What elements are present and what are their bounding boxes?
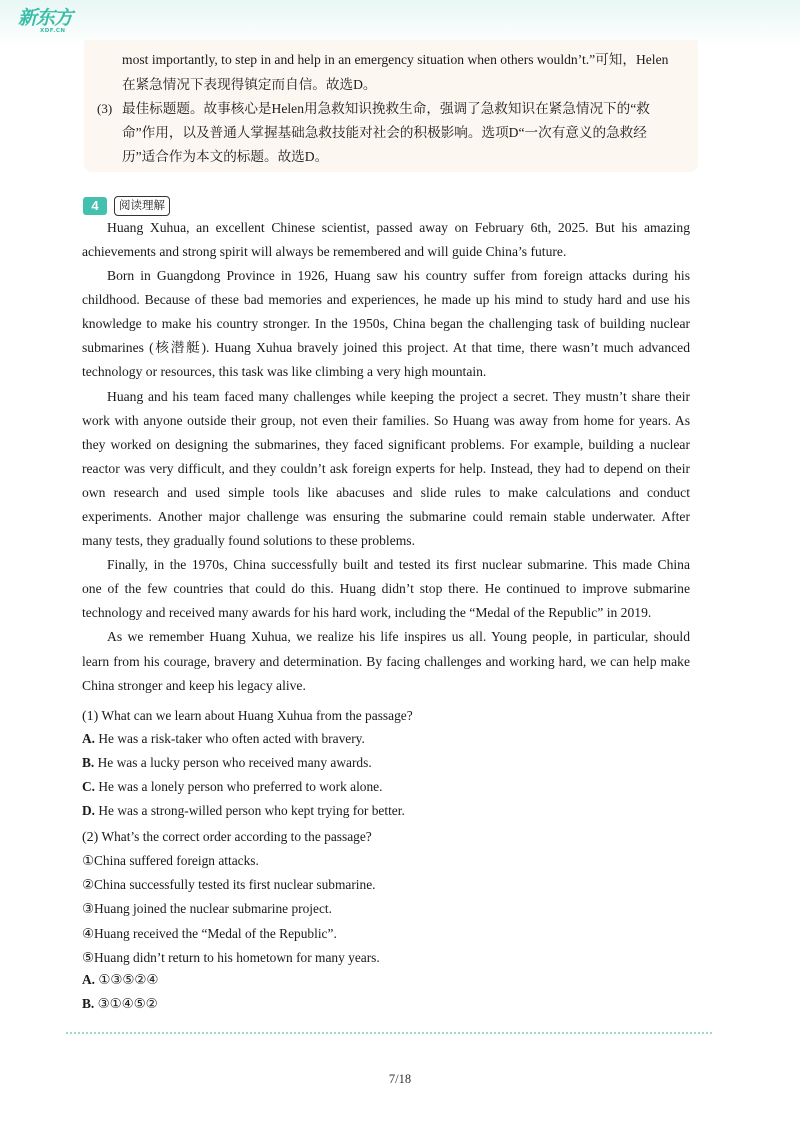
option-a[interactable] [82,729,365,749]
passage-line: one of the few countries that could do this. Huang didn’t stop there. He continued to improve submarine [82,581,690,596]
question-1 [82,706,413,727]
event-item: ③Huang joined the nuclear submarine project. [82,901,332,916]
passage-line: submarines (核潜艇). Huang Xuhua bravely joined this project. At that time, there wasn’t much advanced [82,340,690,355]
option-a[interactable] [82,970,158,990]
event-item: ⑤Huang didn’t return to his hometown for many years. [82,950,380,965]
option-letter: A. [82,731,96,746]
passage-line: technology and received many awards for his hard work, including the “Medal of the Republic” in 2019. [82,605,652,620]
passage-line: Huang Xuhua, an excellent Chinese scientist, passed away on February 6th, 2025. But his amazing [107,220,690,235]
option-letter: C. [82,779,96,794]
passage-line: they worked on designing the submarines, they faced significant problems. For example, building a nuclear [82,437,690,452]
option-text: He was a lonely person who preferred to work alone. [98,779,383,794]
logo-subtext: XDF.CN [40,28,66,34]
passage-line: many tests, they gradually found solutions to these problems. [82,533,416,548]
question-number: (1) [82,709,99,724]
passage-line: technology or resources, this task was like climbing a very high mountain. [82,364,487,379]
passage-line: own research and used simple tools like abacuses and slide rules to make calculations and conduct [82,485,690,500]
passage-line: China stronger and keep his legacy alive. [82,678,306,693]
page-number: 7/18 [388,1072,412,1086]
option-b[interactable] [82,994,158,1014]
question-text: What’s the correct order according to the passage? [101,829,372,844]
option-d[interactable] [82,801,405,821]
passage-line: learn from his courage, bravery and determination. By facing challenges and working hard, we can help make [82,654,690,669]
footer-divider [66,1032,712,1034]
answer-line: 命”作用，以及普通人掌握基础急救技能对社会的积极影响。选项D“一次有意义的急救经 [122,125,647,140]
passage-line: As we remember Huang Xuhua, we realize his life inspires us all. Young people, in particular, should [107,629,690,644]
option-c[interactable] [82,777,382,797]
answer-item-number: (3) [97,101,113,116]
question-number: (2) [82,830,99,845]
option-letter: B. [82,755,95,770]
passage-line: Finally, in the 1970s, China successfully built and tested its first nuclear submarine. This made China [107,557,690,572]
answer-line: 最佳标题题。故事核心是Helen用急救知识挽救生命，强调了急救知识在紧急情况下的“救 [122,101,650,116]
event-item: ②China successfully tested its first nuclear submarine. [82,877,376,892]
event-item: ④Huang received the “Medal of the Republic”. [82,926,337,941]
question-type-tag: 阅读理解 [114,196,170,216]
question-text: What can we learn about Huang Xuhua from the passage? [101,708,413,723]
passage-line: experiments. Another major challenge was ensuring the submarine could remain stable underwater. After [82,509,690,524]
question-2 [82,827,372,848]
passage-line: Born in Guangdong Province in 1926, Huang saw his country suffer from foreign attacks during his [107,268,690,283]
brand-logo [18,8,78,38]
passage-line: achievements and strong spirit will always be remembered and will guide China’s future. [82,244,567,259]
passage-line: work with anyone outside their group, not even their families. So Huang was away from home for years. As [82,413,690,428]
option-letter: A. [82,972,96,987]
logo-text: 新东方 [18,7,73,29]
option-text: He was a risk-taker who often acted with bravery. [98,731,365,746]
option-text: He was a strong-willed person who kept trying for better. [98,803,405,818]
passage-line: Huang and his team faced many challenges while keeping the project a secret. They mustn’t share their [107,389,690,404]
question-number-badge: 4 [83,197,107,215]
event-item: ①China suffered foreign attacks. [82,853,259,868]
passage-line: childhood. Because of these bad memories and experiences, he made up his mind to study hard and use his [82,292,690,307]
passage-line: knowledge to make his country stronger. In the 1950s, China began the challenging task of building nuclear [82,316,690,331]
option-text: ①③⑤②④ [98,972,159,987]
answer-line: 历”适合作为本文的标题。故选D。 [122,149,329,164]
passage-line: reactor was very difficult, and they couldn’t ask foreign experts for help. Instead, they had to depend on their [82,461,690,476]
option-letter: B. [82,996,95,1011]
answer-line: 在紧急情况下表现得镇定而自信。故选D。 [122,77,377,92]
option-text: He was a lucky person who received many awards. [97,755,372,770]
option-b[interactable] [82,753,372,773]
option-text: ③①④⑤② [97,996,158,1011]
answer-line: most importantly, to step in and help in an emergency situation when others wouldn’t.”可知，Helen [122,52,669,67]
option-letter: D. [82,803,96,818]
